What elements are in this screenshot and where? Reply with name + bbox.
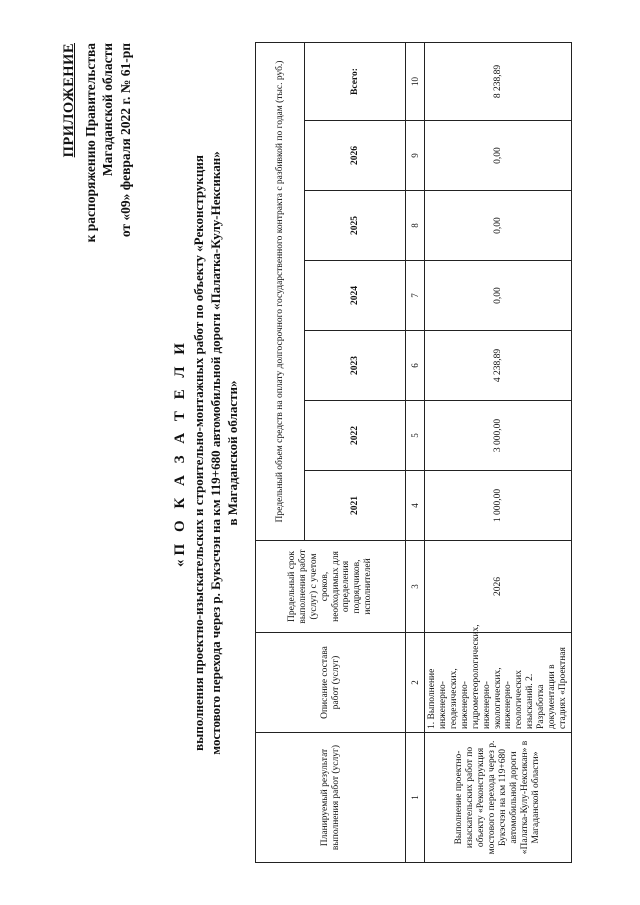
header-term: Предельный срок выполнения работ (услуг) с учетом сроков, необходимых для определения подрядчиков, исполнителей	[256, 540, 406, 632]
header-description: Описание состава работ (услуг)	[256, 632, 406, 732]
header-year-2024: 2024	[305, 260, 406, 330]
col-number: 4	[406, 470, 425, 540]
column-number-row	[406, 42, 425, 862]
annex-line-3: от «09» февраля 2022 г. № 61-рп	[117, 42, 133, 237]
col-number: 8	[406, 190, 425, 260]
col-number: 5	[406, 400, 425, 470]
header-year-2021: 2021	[305, 470, 406, 540]
annex-line-2: Магаданской области	[100, 42, 116, 176]
cell-term: 2026	[425, 540, 572, 632]
col-number: 6	[406, 330, 425, 400]
col-number: 10	[406, 42, 425, 120]
annex-block	[60, 43, 134, 343]
rotated-sheet	[20, 13, 620, 893]
col-number: 1	[406, 732, 425, 862]
header-total: Всего:	[305, 42, 406, 120]
heading-main: «П О К А З А Т Е Л И	[172, 338, 188, 567]
cell-result: Выполнение проектно-изыскательских работ по объекту «Реконструкция мостового перехода через р. Букэсчэн на км 119+680 автомобильной дороги «Палатка-Кулу-Нексикан» в Магаданской области»	[425, 732, 572, 862]
document-heading	[172, 13, 242, 893]
cell-value-total: 8 238,89	[425, 42, 572, 120]
header-year-2025: 2025	[305, 190, 406, 260]
cell-value-2021: 1 000,00	[425, 470, 572, 540]
heading-line-1: выполнения проектно-изыскательских и строительно-монтажных работ по объекту «Реконструкция	[191, 154, 206, 751]
cell-description: 1. Выполнение инженерно-геодезических, инженерно-гидрометеорологических, инженерно-экологических, инженерно-геологических изысканий. 2. Разработка документации в стадиях «Проектная	[425, 632, 572, 732]
table-row	[425, 42, 572, 862]
cell-value-2025: 0,00	[425, 190, 572, 260]
annex-line-1: к распоряжению Правительства	[82, 42, 98, 242]
heading-line-2: мостового перехода через р. Букэсчэн на км 119+680 автомобильной дороги «Палатка-Кулу-Нексикан»	[207, 150, 223, 755]
annex-title: ПРИЛОЖЕНИЕ	[61, 42, 77, 157]
cell-value-2026: 0,00	[425, 120, 572, 190]
col-number: 3	[406, 540, 425, 632]
table-header-row-1	[256, 42, 305, 862]
header-year-2022: 2022	[305, 400, 406, 470]
header-year-2026: 2026	[305, 120, 406, 190]
col-number: 2	[406, 632, 425, 732]
cell-value-2023: 4 238,89	[425, 330, 572, 400]
header-result: Планируемый результат выполнения работ (услуг)	[256, 732, 406, 862]
cell-value-2022: 3 000,00	[425, 400, 572, 470]
cell-value-2024: 0,00	[425, 260, 572, 330]
header-limit: Предельный объем средств на оплату долгосрочного государственного контракта с разбивкой по годам (тыс. руб.)	[256, 42, 305, 540]
indicators-table	[255, 41, 572, 862]
header-year-2023: 2023	[305, 330, 406, 400]
col-number: 9	[406, 120, 425, 190]
col-number: 7	[406, 260, 425, 330]
heading-line-3: в Магаданской области»	[224, 380, 240, 525]
